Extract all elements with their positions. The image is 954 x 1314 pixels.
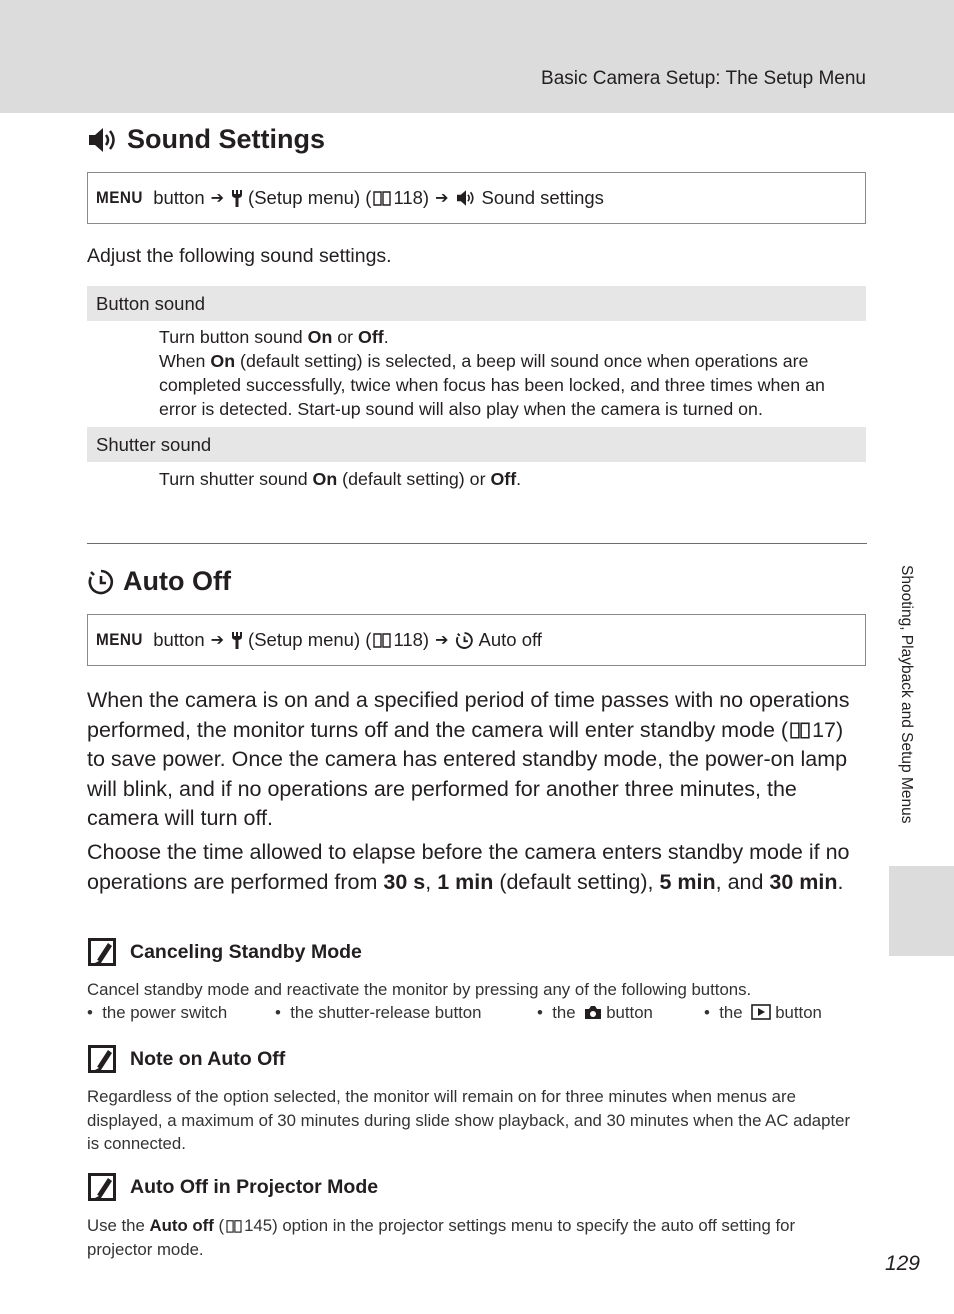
auto-off-dest: Auto off (478, 629, 542, 650)
auto-off-title: Auto Off (123, 566, 231, 596)
auto-off-timer-icon (87, 568, 115, 596)
cancel-standby-text: Cancel standby mode and reactivate the monitor by pressing any of the following buttons. (87, 980, 752, 999)
auto-off-nav-path (87, 614, 866, 666)
note-canceling-standby: Canceling Standby Mode (87, 937, 362, 967)
auto-off-paragraph-1: When the camera is on and a specified period of time passes with no operations performed, the monitor turns off and the camera will enter standby mode ( 17) to save power. Once the camera has entered standby mode, the power-on lamp will blink, and if no operations are performed for another three minutes, the camera will turn off. (87, 688, 850, 830)
auto-off-paragraph-2: Choose the time allowed to elapse before the camera enters standby mode if no operations are performed from 30 s, 1 min (default setting), 5 min, and 30 min. (87, 840, 850, 894)
header-band (0, 0, 954, 113)
side-tab-label: Shooting, Playback and Setup Menus (898, 565, 915, 824)
arrow-right-icon: ➔ (210, 632, 225, 649)
note-pencil-icon (87, 937, 117, 967)
note-on-auto-off-text: Regardless of the option selected, the monitor will remain on for three minutes when menus are displayed, a maximum of 30 minutes during slide show playback, and 30 minutes when the AC adapter is connected. (87, 1087, 851, 1153)
sound-nav-path (87, 172, 866, 224)
shutter-sound-label: Shutter sound (87, 427, 866, 462)
setup-menu-text: (Setup menu) ( (248, 629, 372, 650)
shutter-sound-description: Turn shutter sound On (default setting) or Off. (159, 469, 522, 489)
note-pencil-icon (87, 1172, 117, 1202)
sound-settings-title: Sound Settings (127, 124, 325, 154)
sound-settings-heading (87, 124, 325, 155)
arrow-right-icon: ➔ (435, 190, 449, 207)
button-sound-description: Turn button sound On or Off. When On (default setting) is selected, a beep will sound once when operations are completed successfully, twice when focus has been locked, and three times when an error is detected. Start-up sound will also play when the camera is turned on. (159, 327, 825, 419)
auto-off-heading (87, 566, 231, 597)
wake-buttons-list (87, 1003, 867, 1027)
auto-off-timer-icon (455, 631, 474, 650)
menu-key-label: MENU (96, 630, 143, 649)
book-icon (373, 632, 391, 648)
wrench-icon (230, 631, 244, 649)
list-item: • the button (537, 1003, 653, 1022)
menu-key-label: MENU (96, 188, 143, 207)
side-tab-marker (889, 866, 954, 956)
projector-mode-text: Use the Auto off ( 145) option in the projector settings menu to specify the auto off setting for projector mode. (87, 1216, 796, 1259)
sound-settings-dest: Sound settings (481, 187, 604, 208)
page-ref: 118) (393, 187, 430, 208)
note-pencil-icon (87, 1044, 117, 1074)
list-item: • the power switch (87, 1003, 228, 1022)
sound-intro-text: Adjust the following sound settings. (87, 245, 392, 267)
button-sound-label: Button sound (87, 286, 866, 321)
note-projector-mode: Auto Off in Projector Mode (87, 1172, 378, 1202)
arrow-right-icon: ➔ (435, 632, 449, 649)
book-icon (226, 1219, 242, 1233)
setup-menu-text: (Setup menu) ( (248, 187, 372, 208)
section-divider (87, 543, 867, 544)
page-number: 129 (884, 1252, 920, 1275)
speaker-icon (87, 126, 119, 154)
note-on-auto-off: Note on Auto Off (87, 1044, 285, 1074)
speaker-icon (455, 189, 477, 207)
arrow-right-icon: ➔ (210, 190, 225, 207)
page-ref: 118) (393, 629, 430, 650)
wrench-icon (230, 189, 244, 207)
button-word: button (153, 629, 205, 650)
play-icon (751, 1004, 771, 1020)
book-icon (373, 190, 391, 206)
page-header-title: Basic Camera Setup: The Setup Menu (541, 68, 866, 89)
list-item: • the shutter-release button (275, 1003, 482, 1022)
camera-icon (584, 1005, 602, 1020)
list-item: • the button (704, 1003, 822, 1022)
book-icon (790, 721, 810, 739)
button-word: button (153, 187, 205, 208)
